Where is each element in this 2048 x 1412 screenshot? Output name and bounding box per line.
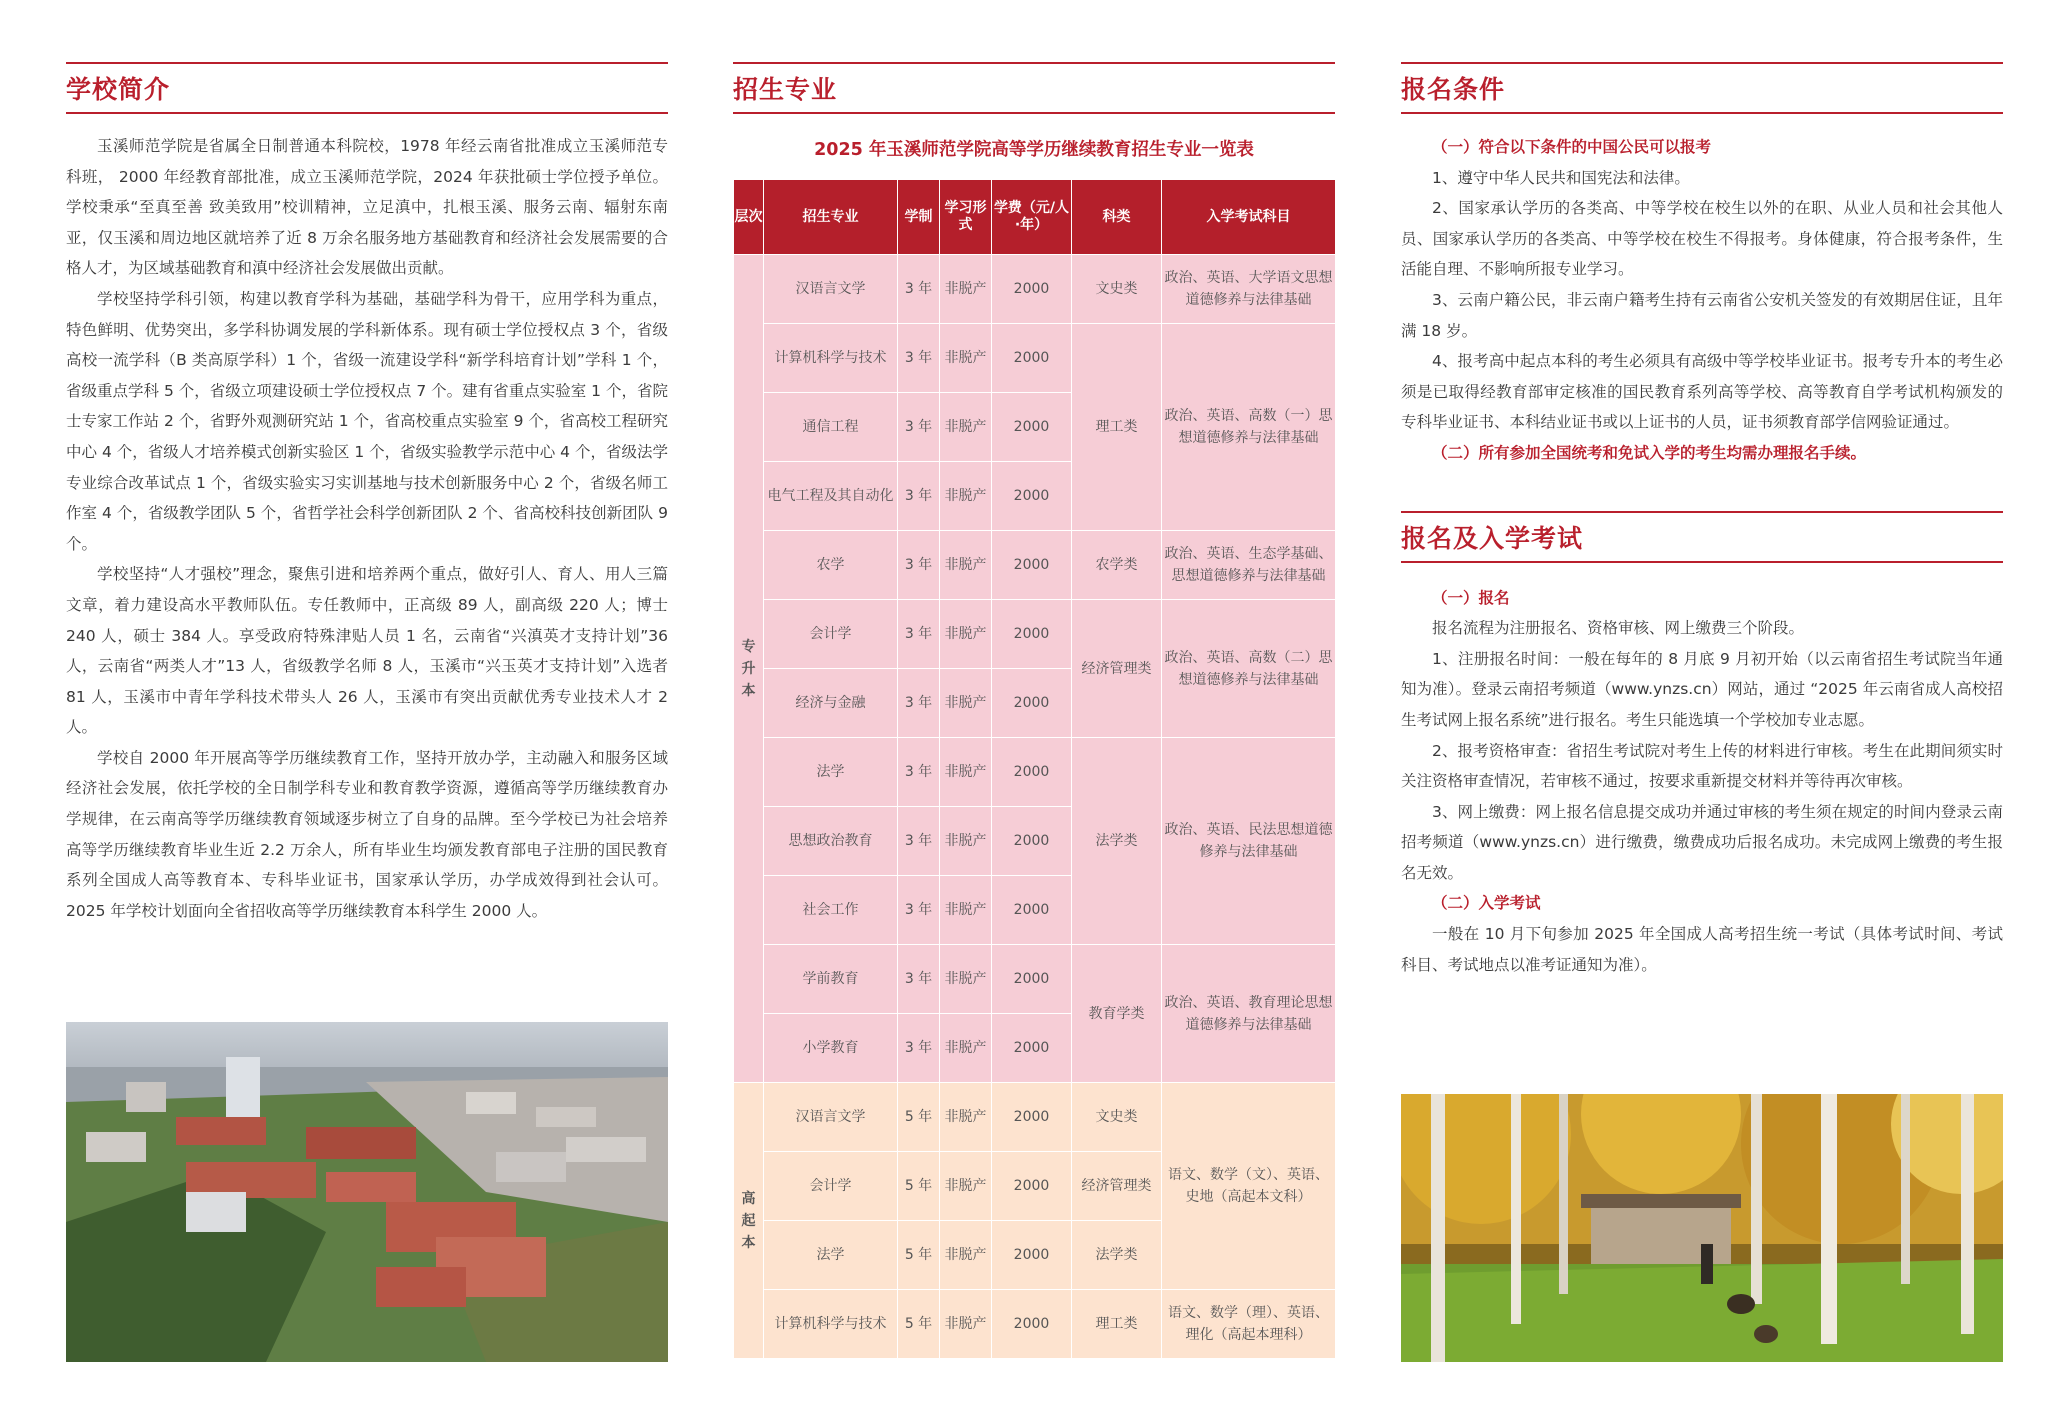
cell-subjects: 政治、英语、生态学基础、思想道德修养与法律基础 <box>1162 531 1336 600</box>
cell-form: 非脱产 <box>940 462 992 531</box>
header-category: 科类 <box>1072 180 1162 255</box>
cell-fee: 2000 <box>992 945 1072 1014</box>
cell-years: 3 年 <box>898 324 940 393</box>
cell-years: 3 年 <box>898 531 940 600</box>
cell-fee: 2000 <box>992 1290 1072 1359</box>
exam-item: 1、注册报名时间：一般在每年的 8 月底 9 月初开始（以云南省招生考试院当年通知为准）。登录云南招考频道（www.ynzs.cn）网站，通过 “2025 年云南省成人高校招生考试网上报名系统”进行报名。考生只能选填一个学校加专业志愿。 <box>1401 649 2003 729</box>
cell-form: 非脱产 <box>940 255 992 324</box>
cell-category: 法学类 <box>1072 1221 1162 1290</box>
cell-fee: 2000 <box>992 1014 1072 1083</box>
cell-years: 5 年 <box>898 1083 940 1152</box>
exam-subheading: （二）入学考试 <box>1432 894 1541 913</box>
cell-major: 会计学 <box>764 600 898 669</box>
intro-paragraph: 学校坚持学科引领，构建以教育学科为基础，基础学科为骨干，应用学科为重点，特色鲜明、优势突出，多学科协调发展的学科新体系。现有硕士学位授权点 3 个，省级高校一流学科（B 类高原学科）1 个，省级一流建设学科“新学科培育计划”学科 1 个，省级重点学科 5 个，省级立项建设硕士学位授权点 7 个。建有省重点实验室 1 个，省院士专家工作站 2 个，省野外观测研究站 1 个，省高校重点实验室 9 个，省高校工程研究中心 4 个，省级人才培养模式创新实验区 1 个，省级实验教学示范中心 4 个，省级法学专业综合改革试点 1 个，省级实验实习实训基地与技术创新服务中心 2 个，省级名师工作室 4 个，省级教学团队 5 个，省哲学社会科学创新团队 2 个、省高校科技创新团队 9 个。 <box>66 289 668 553</box>
level-upgrade: 专升本 <box>734 255 764 1083</box>
header-subjects: 入学考试科目 <box>1162 180 1336 255</box>
header-years: 学制 <box>898 180 940 255</box>
cell-major: 汉语言文学 <box>764 255 898 324</box>
exam-header <box>1401 511 2003 563</box>
cell-category: 理工类 <box>1072 324 1162 531</box>
cell-fee: 2000 <box>992 1152 1072 1221</box>
cell-category: 理工类 <box>1072 1290 1162 1359</box>
cell-major: 农学 <box>764 531 898 600</box>
cell-fee: 2000 <box>992 393 1072 462</box>
exam-lead: 报名流程为注册报名、资格审核、网上缴费三个阶段。 <box>1432 619 1805 638</box>
cell-category: 教育学类 <box>1072 945 1162 1083</box>
cell-fee: 2000 <box>992 1221 1072 1290</box>
conditions-item: 2、国家承认学历的各类高、中等学校在校生以外的在职、从业人员和社会其他人员、国家承认学历的各类高、中等学校在校生不得报考。身体健康，符合报考条件，生活能自理、不影响所报专业学习。 <box>1401 199 2003 279</box>
cell-category: 经济管理类 <box>1072 600 1162 738</box>
cell-major: 学前教育 <box>764 945 898 1014</box>
campus-park-illustration <box>1401 1094 2003 1362</box>
cell-fee: 2000 <box>992 462 1072 531</box>
majors-table <box>733 179 1336 1359</box>
cell-form: 非脱产 <box>940 669 992 738</box>
cell-category: 经济管理类 <box>1072 1152 1162 1221</box>
conditions-item: 1、遵守中华人民共和国宪法和法律。 <box>1432 168 1690 187</box>
cell-fee: 2000 <box>992 807 1072 876</box>
conditions-header <box>1401 62 2003 114</box>
cell-category: 文史类 <box>1072 1083 1162 1152</box>
cell-form: 非脱产 <box>940 600 992 669</box>
cell-years: 3 年 <box>898 393 940 462</box>
cell-form: 非脱产 <box>940 1083 992 1152</box>
table-row <box>734 255 1336 324</box>
cell-major: 小学教育 <box>764 1014 898 1083</box>
majors-header <box>733 62 1335 114</box>
cell-subjects: 政治、英语、高数（一）思想道德修养与法律基础 <box>1162 324 1336 531</box>
cell-years: 3 年 <box>898 945 940 1014</box>
cell-years: 3 年 <box>898 600 940 669</box>
cell-major: 法学 <box>764 738 898 807</box>
intro-header <box>66 62 668 114</box>
conditions-item: 4、报考高中起点本科的考生必须具有高级中等学校毕业证书。报考专升本的考生必须是已取得经教育部审定核准的国民教育系列高等学校、高等教育自学考试机构颁发的专科毕业证书、本科结业证书或以上证书的人员，证书须教育部学信网验证通过。 <box>1401 352 2003 432</box>
cell-fee: 2000 <box>992 255 1072 324</box>
cell-years: 3 年 <box>898 876 940 945</box>
header-level: 层次 <box>734 180 764 255</box>
cell-major: 汉语言文学 <box>764 1083 898 1152</box>
cell-years: 3 年 <box>898 669 940 738</box>
header-fee: 学费（元/人·年） <box>992 180 1072 255</box>
campus-aerial-photo <box>66 1022 668 1362</box>
exam-text <box>1401 583 2003 981</box>
cell-major: 法学 <box>764 1221 898 1290</box>
cell-subjects: 政治、英语、民法思想道德修养与法律基础 <box>1162 738 1336 945</box>
exam-item: 2、报考资格审查：省招生考试院对考生上传的材料进行审核。考生在此期间须实时关注资格审查情况，若审核不通过，按要求重新提交材料并等待再次审核。 <box>1401 741 2003 791</box>
cell-form: 非脱产 <box>940 1221 992 1290</box>
table-title: 2025 年玉溪师范学院高等学历继续教育招生专业一览表 <box>814 140 1254 160</box>
cell-subjects: 政治、英语、大学语文思想道德修养与法律基础 <box>1162 255 1336 324</box>
cell-fee: 2000 <box>992 600 1072 669</box>
cell-years: 3 年 <box>898 1014 940 1083</box>
campus-park-photo <box>1401 1094 2003 1362</box>
intro-paragraph: 学校坚持“人才强校”理念，聚焦引进和培养两个重点，做好引人、育人、用人三篇文章，着力建设高水平教师队伍。专任教师中，正高级 89 人，副高级 220 人；博士 240 人，硕士 384 人。享受政府特殊津贴人员 1 名，云南省“兴滇英才支持计划”36 人，云南省“两类人才”13 人，省级教学名师 8 人，玉溪市“兴玉英才支持计划”入选者 81 人，玉溪市中青年学科技术带头人 26 人，玉溪市有突出贡献优秀专业技术人才 2 人。 <box>66 565 668 737</box>
level-highschool: 高起本 <box>734 1083 764 1359</box>
conditions-item: 3、云南户籍公民，非云南户籍考生持有云南省公安机关签发的有效期居住证，且年满 18 岁。 <box>1401 290 2003 340</box>
campus-aerial-illustration <box>66 1022 668 1362</box>
exam-subheading: （一）报名 <box>1432 588 1510 607</box>
intro-title: 学校简介 <box>66 75 171 104</box>
cell-major: 电气工程及其自动化 <box>764 462 898 531</box>
cell-form: 非脱产 <box>940 324 992 393</box>
cell-fee: 2000 <box>992 324 1072 393</box>
table-row <box>734 738 1336 807</box>
cell-form: 非脱产 <box>940 1290 992 1359</box>
cell-form: 非脱产 <box>940 807 992 876</box>
cell-major: 经济与金融 <box>764 669 898 738</box>
table-header-row <box>734 180 1336 255</box>
cell-fee: 2000 <box>992 1083 1072 1152</box>
intro-text <box>66 131 668 926</box>
cell-form: 非脱产 <box>940 738 992 807</box>
exam-description: 一般在 10 月下旬参加 2025 年全国成人高考招生统一考试（具体考试时间、考试科目、考试地点以准考证通知为准）。 <box>1401 925 2003 974</box>
cell-form: 非脱产 <box>940 1152 992 1221</box>
cell-subjects: 政治、英语、教育理论思想道德修养与法律基础 <box>1162 945 1336 1083</box>
cell-years: 5 年 <box>898 1221 940 1290</box>
cell-years: 5 年 <box>898 1290 940 1359</box>
cell-fee: 2000 <box>992 669 1072 738</box>
cell-category: 农学类 <box>1072 531 1162 600</box>
header-form: 学习形式 <box>940 180 992 255</box>
cell-fee: 2000 <box>992 876 1072 945</box>
intro-paragraph: 玉溪师范学院是省属全日制普通本科院校，1978 年经云南省批准成立玉溪师范专科班， 2000 年经教育部批准，成立玉溪师范学院，2024 年获批硕士学位授予单位。学校秉承“至真至善 致美致用”校训精神，立足滇中，扎根玉溪、服务云南、辐射东南亚，仅玉溪和周边地区就培养了近 8 万余名服务地方基础教育和经济社会发展需要的合格人才，为区域基础教育和滇中经济社会发展做出贡献。 <box>66 137 668 278</box>
table-row <box>734 600 1336 669</box>
table-row <box>734 324 1336 393</box>
cell-subjects: 语文、数学（文）、英语、史地（高起本文科） <box>1162 1083 1336 1290</box>
cell-major: 会计学 <box>764 1152 898 1221</box>
cell-fee: 2000 <box>992 531 1072 600</box>
table-row <box>734 1083 1336 1152</box>
cell-subjects: 政治、英语、高数（二）思想道德修养与法律基础 <box>1162 600 1336 738</box>
cell-years: 3 年 <box>898 738 940 807</box>
cell-major: 通信工程 <box>764 393 898 462</box>
cell-major: 计算机科学与技术 <box>764 1290 898 1359</box>
conditions-subheading: （二）所有参加全国统考和免试入学的考生均需办理报名手续。 <box>1432 443 1867 462</box>
cell-years: 5 年 <box>898 1152 940 1221</box>
conditions-title: 报名条件 <box>1401 75 1506 104</box>
table-row <box>734 531 1336 600</box>
intro-column <box>66 62 668 926</box>
exam-item: 3、网上缴费：网上报名信息提交成功并通过审核的考生须在规定的时间内登录云南招考频道（www.ynzs.cn）进行缴费，缴费成功后报名成功。未完成网上缴费的考生报名无效。 <box>1401 802 2003 882</box>
table-row <box>734 945 1336 1014</box>
cell-form: 非脱产 <box>940 1014 992 1083</box>
cell-subjects: 语文、数学（理）、英语、理化（高起本理科） <box>1162 1290 1336 1359</box>
cell-years: 3 年 <box>898 462 940 531</box>
enrollment-column <box>1401 62 2003 980</box>
cell-category: 文史类 <box>1072 255 1162 324</box>
majors-title: 招生专业 <box>733 75 838 104</box>
cell-major: 计算机科学与技术 <box>764 324 898 393</box>
majors-column <box>733 62 1335 1343</box>
cell-form: 非脱产 <box>940 393 992 462</box>
cell-fee: 2000 <box>992 738 1072 807</box>
conditions-text <box>1401 132 2003 469</box>
cell-years: 3 年 <box>898 807 940 876</box>
intro-paragraph: 学校自 2000 年开展高等学历继续教育工作，坚持开放办学，主动融入和服务区域经济社会发展，依托学校的全日制学科专业和教育教学资源，遵循高等学历继续教育办学规律，在云南高等学历继续教育领域逐步树立了自身的品牌。至今学校已为社会培养高等学历继续教育毕业生近 2.2 万余人，所有毕业生均颁发教育部电子注册的国民教育系列全国成人高等教育本、专科毕业证书，国家承认学历，办学成效得到社会认可。2025 年学校计划面向全省招收高等学历继续教育本科学生 2000 人。 <box>66 748 668 920</box>
cell-major: 社会工作 <box>764 876 898 945</box>
cell-major: 思想政治教育 <box>764 807 898 876</box>
cell-form: 非脱产 <box>940 876 992 945</box>
conditions-subheading: （一）符合以下条件的中国公民可以报考 <box>1432 138 1712 156</box>
header-major: 招生专业 <box>764 180 898 255</box>
cell-category: 法学类 <box>1072 738 1162 945</box>
exam-title: 报名及入学考试 <box>1401 523 1584 553</box>
cell-years: 3 年 <box>898 255 940 324</box>
table-row <box>734 1290 1336 1359</box>
cell-form: 非脱产 <box>940 531 992 600</box>
cell-form: 非脱产 <box>940 945 992 1014</box>
